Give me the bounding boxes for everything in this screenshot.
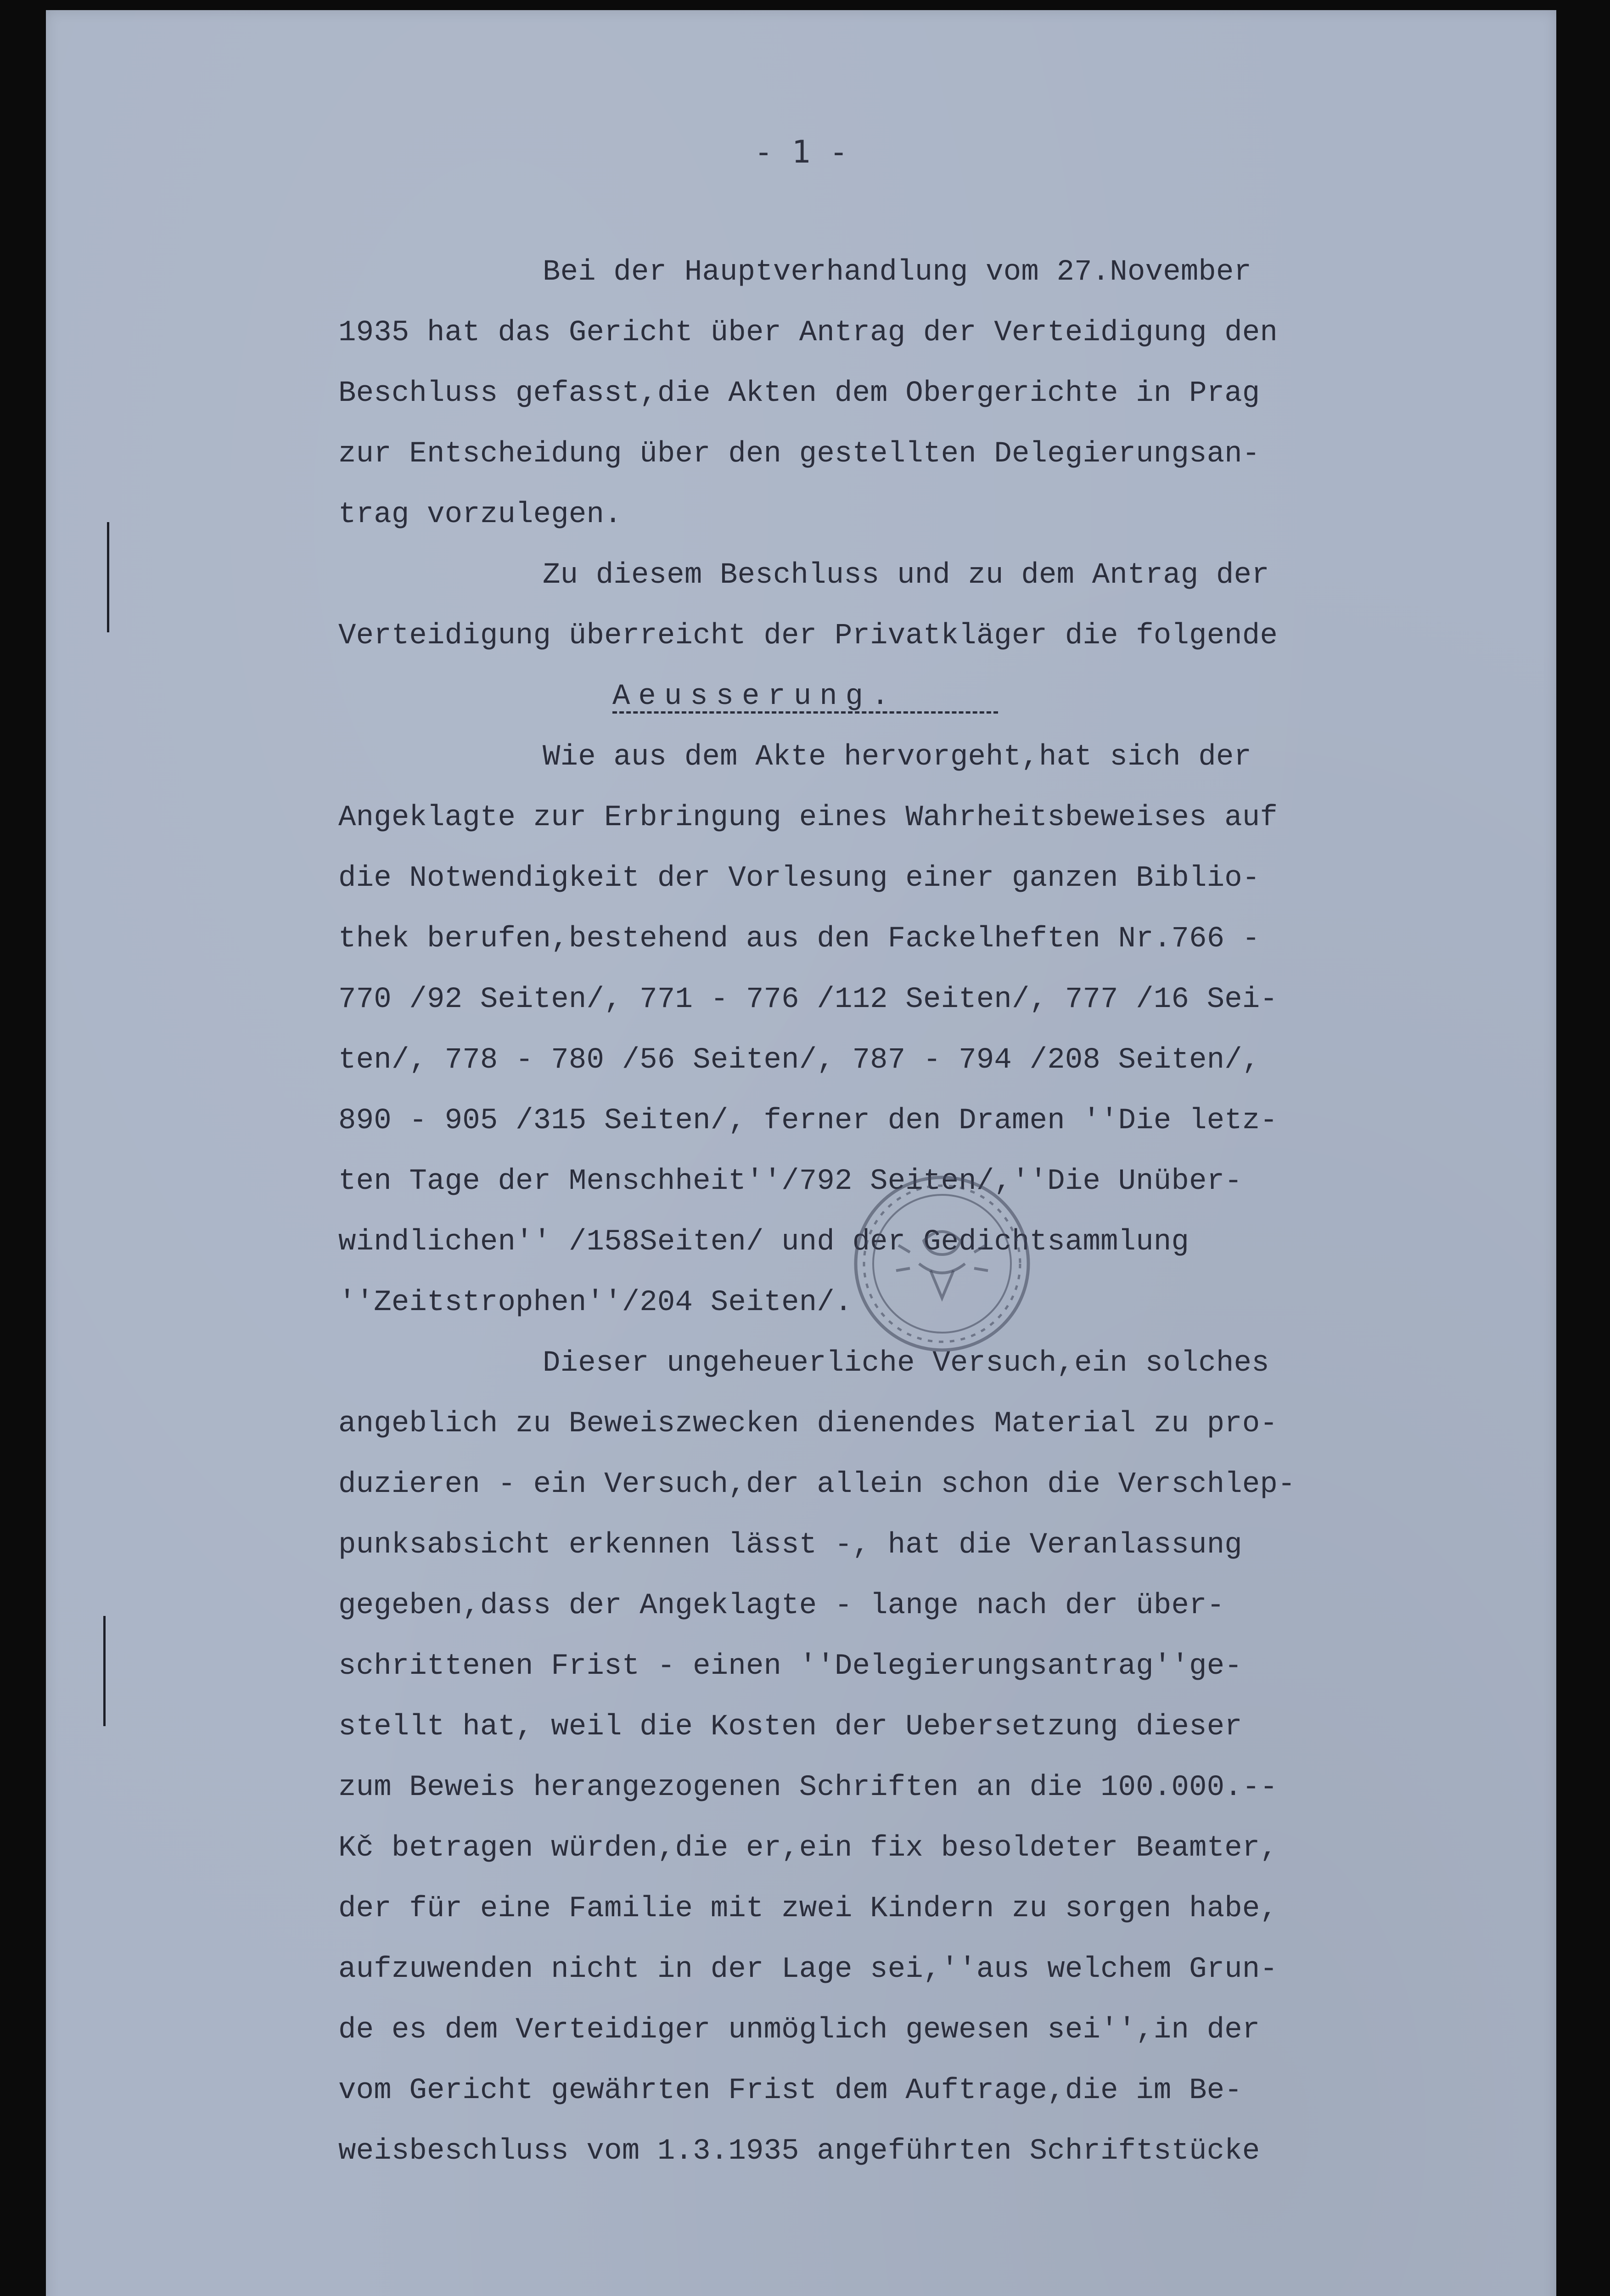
text-line: die Notwendigkeit der Vorlesung einer ganzen Biblio- [338, 862, 1260, 895]
text-line: Angeklagte zur Erbringung eines Wahrheitsbeweises auf [338, 801, 1278, 834]
text-line: windlichen'' /158Seiten/ und der Gedichtsammlung [338, 1226, 1189, 1259]
text-line: stellt hat, weil die Kosten der Uebersetzung dieser [338, 1711, 1242, 1744]
text-line: punksabsicht erkennen lässt -, hat die Veranlassung [338, 1529, 1242, 1562]
text-line: vom Gericht gewährten Frist dem Auftrage,die im Be- [338, 2074, 1242, 2107]
text-line: zur Entscheidung über den gestellten Delegierungsan- [338, 438, 1260, 471]
section-heading: Aeusserung. [612, 680, 898, 713]
text-line: der für eine Familie mit zwei Kindern zu sorgen habe, [338, 1892, 1278, 1925]
text-line: 890 - 905 /315 Seiten/, ferner den Dramen ''Die letz- [338, 1104, 1278, 1137]
text-line: schrittenen Frist - einen ''Delegierungsantrag''ge- [338, 1650, 1242, 1683]
text-line: angeblich zu Beweiszwecken dienendes Material zu pro- [338, 1407, 1278, 1441]
text-line: Beschluss gefasst,die Akten dem Obergerichte in Prag [338, 377, 1260, 410]
text-line: weisbeschluss vom 1.3.1935 angeführten Schriftstücke [338, 2135, 1260, 2168]
text-line: ten Tage der Menschheit''/792 Seiten/,''Die Unüber- [338, 1165, 1242, 1198]
text-line: zum Beweis herangezogenen Schriften an die 100.000.-- [338, 1771, 1278, 1804]
text-line: thek berufen,bestehend aus den Fackelheften Nr.766 - [338, 923, 1260, 956]
text-line: trag vorzulegen. [338, 498, 622, 531]
document-page [46, 10, 1556, 2296]
margin-mark-upper [107, 522, 109, 632]
page-number: - 1 - [754, 134, 848, 170]
text-line: 770 /92 Seiten/, 771 - 776 /112 Seiten/, 777 /16 Sei- [338, 983, 1278, 1016]
margin-mark-lower [103, 1616, 106, 1726]
document-body [338, 242, 1394, 2182]
text-line: ''Zeitstrophen''/204 Seiten/. [338, 1286, 853, 1319]
text-line: Wie aus dem Akte hervorgeht,hat sich der [543, 741, 1252, 774]
text-line: Verteidigung überreicht der Privatkläger die folgende [338, 619, 1278, 653]
text-line: Zu diesem Beschluss und zu dem Antrag der [543, 559, 1269, 592]
text-line: duzieren - ein Versuch,der allein schon die Verschlep- [338, 1468, 1296, 1501]
text-line: Kč betragen würden,die er,ein fix besoldeter Beamter, [338, 1832, 1278, 1865]
text-line: 1935 hat das Gericht über Antrag der Verteidigung den [338, 316, 1278, 349]
text-line: Bei der Hauptverhandlung vom 27.November [543, 256, 1252, 289]
text-line: aufzuwenden nicht in der Lage sei,''aus welchem Grun- [338, 1953, 1278, 1986]
text-line: Dieser ungeheuerliche Versuch,ein solches [543, 1347, 1269, 1380]
text-line: de es dem Verteidiger unmöglich gewesen sei'',in der [338, 2014, 1260, 2047]
text-line: ten/, 778 - 780 /56 Seiten/, 787 - 794 /208 Seiten/, [338, 1044, 1260, 1077]
text-line: gegeben,dass der Angeklagte - lange nach der über- [338, 1589, 1225, 1622]
